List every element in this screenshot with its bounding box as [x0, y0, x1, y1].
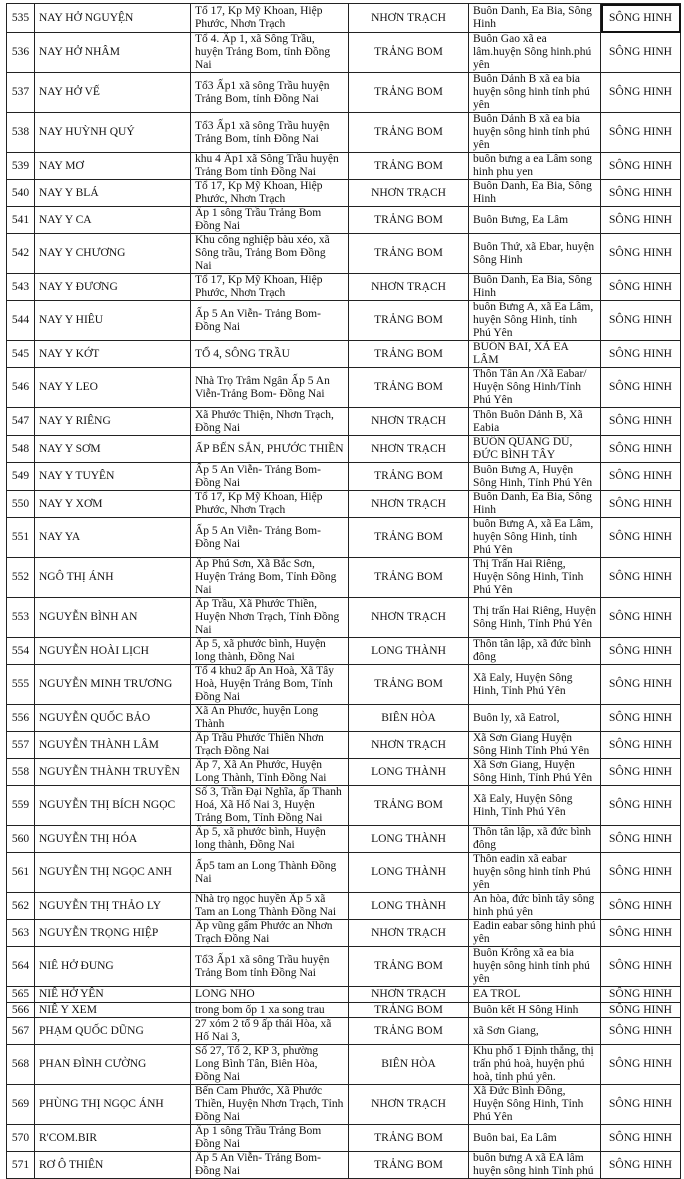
cell-stt[interactable]: 556 — [7, 705, 35, 732]
cell-hometown[interactable]: buôn bưng A xã EA lâm huyện sông hinh Tỉnh phú — [469, 1152, 601, 1179]
table-row — [7, 301, 681, 341]
cell-district[interactable]: TRẢNG BOM — [349, 368, 469, 408]
cell-district[interactable]: TRẢNG BOM — [349, 1125, 469, 1152]
cell-address[interactable]: 27 xóm 2 tổ 9 ấp thái Hòa, xã Hố Nai 3, — [191, 1018, 349, 1045]
cell-target[interactable]: SÔNG HINH — [601, 113, 681, 153]
cell-hometown[interactable]: buôn bưng a ea Lâm song hinh phu yen — [469, 153, 601, 180]
cell-target[interactable]: SÔNG HINH — [601, 853, 681, 893]
cell-name[interactable]: NGUYỄN QUỐC BẢO — [35, 705, 191, 732]
cell-district[interactable]: NHƠN TRẠCH — [349, 408, 469, 436]
cell-name[interactable]: NGUYỄN BÌNH AN — [35, 598, 191, 638]
cell-hometown[interactable]: BUÔN BAI, XÃ EA LÂM — [469, 341, 601, 368]
cell-stt[interactable]: 553 — [7, 598, 35, 638]
cell-stt[interactable]: 558 — [7, 759, 35, 786]
cell-district[interactable]: BIÊN HÒA — [349, 1045, 469, 1085]
cell-name[interactable]: NIÊ HỞ YÊN — [35, 987, 191, 1003]
cell-target[interactable]: SÔNG HINH — [601, 1085, 681, 1125]
cell-address[interactable]: Ấp5 tam an Long Thành Đồng Nai — [191, 853, 349, 893]
cell-target[interactable]: SÔNG HINH — [601, 153, 681, 180]
records-table — [6, 3, 681, 1179]
cell-target[interactable]: SÔNG HINH — [601, 705, 681, 732]
cell-name[interactable]: NAY HỞ NHÂM — [35, 33, 191, 73]
cell-stt[interactable]: 546 — [7, 368, 35, 408]
cell-address[interactable]: Ấp Phú Sơn, Xã Bắc Sơn, Huyện Trảng Bom, Tỉnh Đồng Nai — [191, 558, 349, 598]
cell-stt[interactable]: 551 — [7, 518, 35, 558]
cell-address[interactable]: ẤP BẾN SẮN, PHƯỚC THIỀN — [191, 436, 349, 463]
cell-hometown[interactable]: Buôn Danh, Ea Bia, Sông Hinh — [469, 4, 601, 33]
table-row — [7, 1003, 681, 1018]
cell-hometown[interactable]: buôn Bưng A, xã Ea Lâm, huyện Sông Hinh, tỉnh Phú Yên — [469, 518, 601, 558]
cell-hometown[interactable]: Eadin eabar sông hinh phú yên — [469, 920, 601, 947]
cell-name[interactable]: NAY Y BLÁ — [35, 180, 191, 207]
cell-target[interactable]: SÔNG HINH — [601, 759, 681, 786]
cell-district[interactable]: TRẢNG BOM — [349, 558, 469, 598]
cell-district[interactable]: TRẢNG BOM — [349, 73, 469, 113]
cell-district[interactable]: NHƠN TRẠCH — [349, 4, 469, 33]
cell-district[interactable]: TRẢNG BOM — [349, 1003, 469, 1018]
cell-district[interactable]: NHƠN TRẠCH — [349, 987, 469, 1003]
table-row — [7, 73, 681, 113]
cell-name[interactable]: NGUYỄN THỊ BÍCH NGỌC — [35, 786, 191, 826]
cell-district[interactable]: NHƠN TRẠCH — [349, 491, 469, 518]
cell-address[interactable]: Tổ 17, Kp Mỹ Khoan, Hiệp Phước, Nhơn Trạch — [191, 180, 349, 207]
table-row — [7, 341, 681, 368]
cell-target[interactable]: SÔNG HINH — [601, 1018, 681, 1045]
cell-target[interactable]: SÔNG HINH — [601, 920, 681, 947]
cell-stt[interactable]: 539 — [7, 153, 35, 180]
cell-address[interactable]: Xã An Phước, huyện Long Thành — [191, 705, 349, 732]
cell-target[interactable]: SÔNG HINH — [601, 408, 681, 436]
cell-name[interactable]: PHẠM QUỐC DŨNG — [35, 1018, 191, 1045]
cell-stt[interactable]: 535 — [7, 4, 35, 33]
cell-stt[interactable]: 555 — [7, 665, 35, 705]
table-row — [7, 518, 681, 558]
cell-district[interactable]: LONG THÀNH — [349, 638, 469, 665]
cell-hometown[interactable]: Buôn Danh, Ea Bia, Sông Hinh — [469, 180, 601, 207]
cell-name[interactable]: NIÊ Y XEM — [35, 1003, 191, 1018]
cell-name[interactable]: NAY Y KỚT — [35, 341, 191, 368]
table-row — [7, 368, 681, 408]
cell-stt[interactable]: 571 — [7, 1152, 35, 1179]
table-row — [7, 732, 681, 759]
cell-hometown[interactable]: Khu phố 1 Định thắng, thị trấn phú hoà, huyện phú hoà, tỉnh phú yên. — [469, 1045, 601, 1085]
cell-district[interactable]: TRẢNG BOM — [349, 518, 469, 558]
cell-district[interactable]: TRẢNG BOM — [349, 113, 469, 153]
cell-district[interactable]: NHƠN TRẠCH — [349, 598, 469, 638]
cell-stt[interactable]: 554 — [7, 638, 35, 665]
cell-stt[interactable]: 549 — [7, 463, 35, 491]
cell-district[interactable]: TRẢNG BOM — [349, 463, 469, 491]
cell-name[interactable]: NAY Y SƠM — [35, 436, 191, 463]
cell-stt[interactable]: 564 — [7, 947, 35, 987]
cell-district[interactable]: LONG THÀNH — [349, 759, 469, 786]
cell-hometown[interactable]: BUÔN QUANG DÙ, ĐỨC BÌNH TÂY — [469, 436, 601, 463]
cell-target[interactable]: SÔNG HINH — [601, 301, 681, 341]
table-row — [7, 180, 681, 207]
cell-name[interactable]: NGUYỄN THỊ HÓA — [35, 826, 191, 853]
cell-address[interactable]: trong bom ốp 1 xa song trau — [191, 1003, 349, 1018]
table-row — [7, 1018, 681, 1045]
table-row — [7, 463, 681, 491]
cell-stt[interactable]: 557 — [7, 732, 35, 759]
cell-stt[interactable]: 567 — [7, 1018, 35, 1045]
cell-address[interactable]: Ấp 1 sông Trầu Trảng Bom Đồng Nai — [191, 207, 349, 234]
cell-stt[interactable]: 541 — [7, 207, 35, 234]
cell-stt[interactable]: 560 — [7, 826, 35, 853]
cell-address[interactable]: Số 27, Tổ 2, KP 3, phường Long Bình Tân, Biên Hòa, Đồng Nai — [191, 1045, 349, 1085]
cell-district[interactable]: TRẢNG BOM — [349, 341, 469, 368]
cell-address[interactable]: Ấp 7, Xã An Phước, Huyện Long Thành, Tỉnh Đồng Nai — [191, 759, 349, 786]
cell-name[interactable]: NAY Y TUYÊN — [35, 463, 191, 491]
cell-address[interactable]: Tổ 4. Ấp 1, xã Sông Trầu, huyện Trảng Bom, tỉnh Đồng Nai — [191, 33, 349, 73]
cell-stt[interactable]: 550 — [7, 491, 35, 518]
cell-target[interactable]: SÔNG HINH — [601, 1003, 681, 1018]
cell-district[interactable]: TRẢNG BOM — [349, 207, 469, 234]
cell-address[interactable]: Tổ3 Ấp1 xã sông Trầu huyện Trảng Bom, tỉnh Đồng Nai — [191, 73, 349, 113]
cell-name[interactable]: NGÔ THỊ ÁNH — [35, 558, 191, 598]
cell-hometown[interactable]: Buôn Bưng, Ea Lâm — [469, 207, 601, 234]
cell-stt[interactable]: 565 — [7, 987, 35, 1003]
cell-district[interactable]: LONG THÀNH — [349, 853, 469, 893]
cell-stt[interactable]: 542 — [7, 234, 35, 274]
table-row — [7, 1152, 681, 1179]
cell-target[interactable]: SÔNG HINH — [601, 33, 681, 73]
table-row — [7, 207, 681, 234]
cell-district[interactable]: TRẢNG BOM — [349, 665, 469, 705]
cell-hometown[interactable]: Buôn Thứ, xã Ebar, huyện Sông Hinh — [469, 234, 601, 274]
cell-target[interactable]: SÔNG HINH — [601, 274, 681, 301]
cell-target[interactable]: SÔNG HINH — [601, 987, 681, 1003]
cell-stt[interactable]: 548 — [7, 436, 35, 463]
cell-address[interactable]: Ấp Trầu, Xã Phước Thiền, Huyện Nhơn Trạch, Tỉnh Đồng Nai — [191, 598, 349, 638]
cell-target[interactable]: SÔNG HINH — [601, 638, 681, 665]
cell-address[interactable]: Tổ3 Ấp1 xã sông Trầu huyện Trảng Bom tỉnh Đồng Nai — [191, 947, 349, 987]
cell-name[interactable]: NAY MƠ — [35, 153, 191, 180]
cell-address[interactable]: Tổ3 Ấp1 xã sông Trầu huyện Trảng Bom, tỉnh Đồng Nai — [191, 113, 349, 153]
cell-stt[interactable]: 540 — [7, 180, 35, 207]
cell-address[interactable]: Nhà trọ ngọc huyền Ấp 5 xã Tam an Long Thành Đồng Nai — [191, 893, 349, 920]
table-row — [7, 113, 681, 153]
cell-name[interactable]: NAY Y XƠM — [35, 491, 191, 518]
table-row — [7, 705, 681, 732]
cell-target[interactable]: SÔNG HINH — [601, 826, 681, 853]
cell-address[interactable]: LONG NHO — [191, 987, 349, 1003]
table-row — [7, 436, 681, 463]
cell-name[interactable]: R'COM.BIR — [35, 1125, 191, 1152]
cell-target[interactable]: SÔNG HINH — [601, 4, 681, 33]
cell-address[interactable]: Ấp 5 An Viễn- Trảng Bom- Đồng Nai — [191, 463, 349, 491]
cell-name[interactable]: NGUYỄN THỊ THẢO LY — [35, 893, 191, 920]
cell-hometown[interactable]: Thôn eadin xã eabar huyện sông hinh tỉnh Phú yên — [469, 853, 601, 893]
cell-target[interactable]: SÔNG HINH — [601, 207, 681, 234]
table-row — [7, 1125, 681, 1152]
table-row — [7, 1085, 681, 1125]
cell-hometown[interactable]: Thôn tân lập, xã đức bình đông — [469, 638, 601, 665]
cell-stt[interactable]: 561 — [7, 853, 35, 893]
cell-name[interactable]: NAY YA — [35, 518, 191, 558]
cell-name[interactable]: NIÊ HỞ ĐUNG — [35, 947, 191, 987]
table-row — [7, 1045, 681, 1085]
cell-name[interactable]: NGUYỄN TRỌNG HIỆP — [35, 920, 191, 947]
cell-stt[interactable]: 538 — [7, 113, 35, 153]
cell-stt[interactable]: 563 — [7, 920, 35, 947]
cell-hometown[interactable]: buôn Bưng A, xã Ea Lâm, huyện Sông Hinh, tỉnh Phú Yên — [469, 301, 601, 341]
cell-stt[interactable]: 562 — [7, 893, 35, 920]
cell-name[interactable]: NGUYỄN THÀNH TRUYỀN — [35, 759, 191, 786]
cell-address[interactable]: Tổ 17, Kp Mỹ Khoan, Hiệp Phước, Nhơn Trạch — [191, 491, 349, 518]
cell-target[interactable]: SÔNG HINH — [601, 598, 681, 638]
cell-name[interactable]: NAY Y HIÊU — [35, 301, 191, 341]
cell-target[interactable]: SÔNG HINH — [601, 368, 681, 408]
cell-stt[interactable]: 544 — [7, 301, 35, 341]
cell-name[interactable]: NAY Y LEO — [35, 368, 191, 408]
cell-stt[interactable]: 547 — [7, 408, 35, 436]
cell-name[interactable]: NAY Y RIÊNG — [35, 408, 191, 436]
cell-address[interactable]: Ấp vũng gấm Phước an Nhơn Trạch Đồng Nai — [191, 920, 349, 947]
table-row — [7, 153, 681, 180]
cell-address[interactable]: Ấp 5 An Viễn- Trảng Bom- Đồng Nai — [191, 301, 349, 341]
cell-hometown[interactable]: Xã Đức Bình Đông, Huyện Sông Hinh, Tỉnh Phú Yên — [469, 1085, 601, 1125]
cell-address[interactable]: Ấp 1 sông Trầu Trảng Bom Đồng Nai — [191, 1125, 349, 1152]
cell-district[interactable]: TRẢNG BOM — [349, 301, 469, 341]
cell-stt[interactable]: 545 — [7, 341, 35, 368]
cell-hometown[interactable]: xã Sơn Giang, — [469, 1018, 601, 1045]
table-row — [7, 987, 681, 1003]
cell-name[interactable]: NGUYỄN HOÀI LỊCH — [35, 638, 191, 665]
table-row — [7, 408, 681, 436]
cell-address[interactable]: Ấp 5 An Viễn- Trảng Bom- Đồng Nai — [191, 518, 349, 558]
table-row — [7, 274, 681, 301]
cell-district[interactable]: TRẢNG BOM — [349, 1018, 469, 1045]
cell-hometown[interactable]: Buôn kết H Sông Hinh — [469, 1003, 601, 1018]
cell-address[interactable]: Xã Phước Thiện, Nhơn Trạch, Đồng Nai — [191, 408, 349, 436]
cell-address[interactable]: Ấp 5, xã phước bình, Huyện long thành, Đồng Nai — [191, 826, 349, 853]
cell-hometown[interactable]: Buôn Bưng A, Huyện Sông Hinh, Tỉnh Phú Yên — [469, 463, 601, 491]
cell-name[interactable]: NAY Y CHƯƠNG — [35, 234, 191, 274]
cell-target[interactable]: SÔNG HINH — [601, 234, 681, 274]
cell-hometown[interactable]: Thôn Tân An /Xã Eabar/ Huyện Sông Hinh/Tỉnh Phú Yên — [469, 368, 601, 408]
cell-target[interactable]: SÔNG HINH — [601, 341, 681, 368]
cell-stt[interactable]: 543 — [7, 274, 35, 301]
cell-target[interactable]: SÔNG HINH — [601, 518, 681, 558]
cell-name[interactable]: NAY Y ĐƯƠNG — [35, 274, 191, 301]
cell-stt[interactable]: 568 — [7, 1045, 35, 1085]
cell-target[interactable]: SÔNG HINH — [601, 436, 681, 463]
cell-stt[interactable]: 536 — [7, 33, 35, 73]
table-row — [7, 4, 681, 33]
table-row — [7, 853, 681, 893]
table-row — [7, 558, 681, 598]
cell-hometown[interactable]: Buôn Dảnh B xã ea bia huyện sông hinh tỉnh phú yên — [469, 113, 601, 153]
records-table-body — [7, 4, 681, 1179]
table-row — [7, 598, 681, 638]
table-row — [7, 947, 681, 987]
cell-name[interactable]: NGUYỄN THÀNH LÂM — [35, 732, 191, 759]
cell-address[interactable]: Tổ 17, Kp Mỹ Khoan, Hiệp Phước, Nhơn Trạch — [191, 274, 349, 301]
cell-name[interactable]: NAY HUỲNH QUÝ — [35, 113, 191, 153]
table-row — [7, 893, 681, 920]
cell-address[interactable]: Nhà Trọ Trâm Ngân Ấp 5 An Viễn-Trảng Bom- Đồng Nai — [191, 368, 349, 408]
cell-district[interactable]: NHƠN TRẠCH — [349, 1085, 469, 1125]
cell-address[interactable]: Ấp 5, xã phước bình, Huyện long thành, Đồng Nai — [191, 638, 349, 665]
cell-name[interactable]: NAY HỞ NGUYỆN — [35, 4, 191, 33]
cell-name[interactable]: NAY Y CA — [35, 207, 191, 234]
cell-district[interactable]: NHƠN TRẠCH — [349, 180, 469, 207]
table-row — [7, 826, 681, 853]
cell-district[interactable]: TRẢNG BOM — [349, 786, 469, 826]
cell-hometown[interactable]: Xã Sơn Giang, Huyện Sông Hinh, Tỉnh Phú Yên — [469, 759, 601, 786]
cell-address[interactable]: Tổ 4 khu2 ấp An Hoà, Xã Tây Hoà, Huyện Trảng Bom, Tỉnh Đồng Nai — [191, 665, 349, 705]
cell-name[interactable]: PHÙNG THỊ NGỌC ÁNH — [35, 1085, 191, 1125]
cell-hometown[interactable]: Buôn Danh, Ea Bia, Sông Hinh — [469, 274, 601, 301]
cell-target[interactable]: SÔNG HINH — [601, 463, 681, 491]
cell-address[interactable]: Số 3, Trần Đại Nghĩa, ấp Thanh Hoá, Xã Hố Nai 3, Huyện Trảng Bom, Tỉnh Đồng Nai — [191, 786, 349, 826]
cell-district[interactable]: TRẢNG BOM — [349, 947, 469, 987]
cell-address[interactable]: Bến Cam Phước, Xã Phước Thiền, Huyện Nhơn Trạch, Tỉnh Đồng Nai — [191, 1085, 349, 1125]
cell-target[interactable]: SÔNG HINH — [601, 1152, 681, 1179]
cell-hometown[interactable]: Buôn Gao xã ea lâm.huyện Sông hinh.phú yên — [469, 33, 601, 73]
cell-stt[interactable]: 559 — [7, 786, 35, 826]
cell-name[interactable]: RƠ Ô THIÊN — [35, 1152, 191, 1179]
cell-hometown[interactable]: Thị trấn Hai Riêng, Huyện Sông Hinh, Tỉnh Phú Yên — [469, 598, 601, 638]
table-row — [7, 759, 681, 786]
cell-address[interactable]: Tổ 17, Kp Mỹ Khoan, Hiệp Phước, Nhơn Trạch — [191, 4, 349, 33]
cell-address[interactable]: TỔ 4, SÔNG TRẦU — [191, 341, 349, 368]
cell-district[interactable]: BIÊN HÒA — [349, 705, 469, 732]
cell-hometown[interactable]: Buôn Dảnh B xã ea bia huyện sông hinh tỉnh phú yên — [469, 73, 601, 113]
cell-hometown[interactable]: Buôn Krông xã ea bia huyện sông hinh tỉnh phú yên — [469, 947, 601, 987]
cell-district[interactable]: NHƠN TRẠCH — [349, 732, 469, 759]
cell-target[interactable]: SÔNG HINH — [601, 732, 681, 759]
cell-address[interactable]: khu 4 Ấp1 xã Sông Trầu huyện Trảng Bom tỉnh Đồng Nai — [191, 153, 349, 180]
table-row — [7, 638, 681, 665]
cell-target[interactable]: SÔNG HINH — [601, 947, 681, 987]
cell-stt[interactable]: 537 — [7, 73, 35, 113]
cell-target[interactable]: SÔNG HINH — [601, 893, 681, 920]
cell-address[interactable]: Ấp 5 An Viễn- Trảng Bom- Đồng Nai — [191, 1152, 349, 1179]
cell-name[interactable]: NAY HỞ VẾ — [35, 73, 191, 113]
cell-hometown[interactable]: Thôn Buôn Dảnh B, Xã Eabia — [469, 408, 601, 436]
cell-name[interactable]: PHAN ĐÌNH CƯỜNG — [35, 1045, 191, 1085]
cell-hometown[interactable]: Xã Ealy, Huyện Sông Hinh, Tỉnh Phú Yên — [469, 786, 601, 826]
cell-district[interactable]: NHƠN TRẠCH — [349, 274, 469, 301]
cell-target[interactable]: SÔNG HINH — [601, 1045, 681, 1085]
cell-district[interactable]: TRẢNG BOM — [349, 153, 469, 180]
cell-target[interactable]: SÔNG HINH — [601, 180, 681, 207]
cell-district[interactable]: TRẢNG BOM — [349, 33, 469, 73]
cell-district[interactable]: NHƠN TRẠCH — [349, 920, 469, 947]
cell-hometown[interactable]: Buôn bai, Ea Lâm — [469, 1125, 601, 1152]
cell-target[interactable]: SÔNG HINH — [601, 1125, 681, 1152]
cell-hometown[interactable]: Thị Trấn Hai Riêng, Huyện Sông Hinh, Tỉnh Phú Yên — [469, 558, 601, 598]
cell-district[interactable]: LONG THÀNH — [349, 826, 469, 853]
table-row — [7, 491, 681, 518]
cell-name[interactable]: NGUYỄN MINH TRƯƠNG — [35, 665, 191, 705]
cell-stt[interactable]: 552 — [7, 558, 35, 598]
cell-hometown[interactable]: EA TROL — [469, 987, 601, 1003]
table-row — [7, 786, 681, 826]
cell-district[interactable]: TRẢNG BOM — [349, 234, 469, 274]
cell-hometown[interactable]: Buôn Danh, Ea Bia, Sông Hinh — [469, 491, 601, 518]
cell-target[interactable]: SÔNG HINH — [601, 73, 681, 113]
table-row — [7, 665, 681, 705]
cell-target[interactable]: SÔNG HINH — [601, 665, 681, 705]
cell-stt[interactable]: 569 — [7, 1085, 35, 1125]
cell-stt[interactable]: 566 — [7, 1003, 35, 1018]
cell-address[interactable]: Ấp Trầu Phước Thiền Nhơn Trạch Đồng Nai — [191, 732, 349, 759]
cell-hometown[interactable]: Xã Sơn Giang Huyện Sông Hinh Tỉnh Phú Yên — [469, 732, 601, 759]
table-row — [7, 920, 681, 947]
cell-hometown[interactable]: An hòa, đức bình tây sông hinh phú yên — [469, 893, 601, 920]
cell-address[interactable]: Khu công nghiệp bàu xéo, xã Sông trầu, Trảng Bom Đồng Nai — [191, 234, 349, 274]
cell-target[interactable]: SÔNG HINH — [601, 491, 681, 518]
cell-stt[interactable]: 570 — [7, 1125, 35, 1152]
cell-district[interactable]: LONG THÀNH — [349, 893, 469, 920]
cell-name[interactable]: NGUYỄN THỊ NGỌC ANH — [35, 853, 191, 893]
cell-target[interactable]: SÔNG HINH — [601, 786, 681, 826]
cell-hometown[interactable]: Xã Ealy, Huyện Sông Hinh, Tỉnh Phú Yên — [469, 665, 601, 705]
cell-district[interactable]: NHƠN TRẠCH — [349, 436, 469, 463]
cell-target[interactable]: SÔNG HINH — [601, 558, 681, 598]
cell-hometown[interactable]: Thôn tân lập, xã đức bình đông — [469, 826, 601, 853]
cell-district[interactable]: TRẢNG BOM — [349, 1152, 469, 1179]
cell-hometown[interactable]: Buôn ly, xã Eatrol, — [469, 705, 601, 732]
table-row — [7, 234, 681, 274]
table-row — [7, 33, 681, 73]
